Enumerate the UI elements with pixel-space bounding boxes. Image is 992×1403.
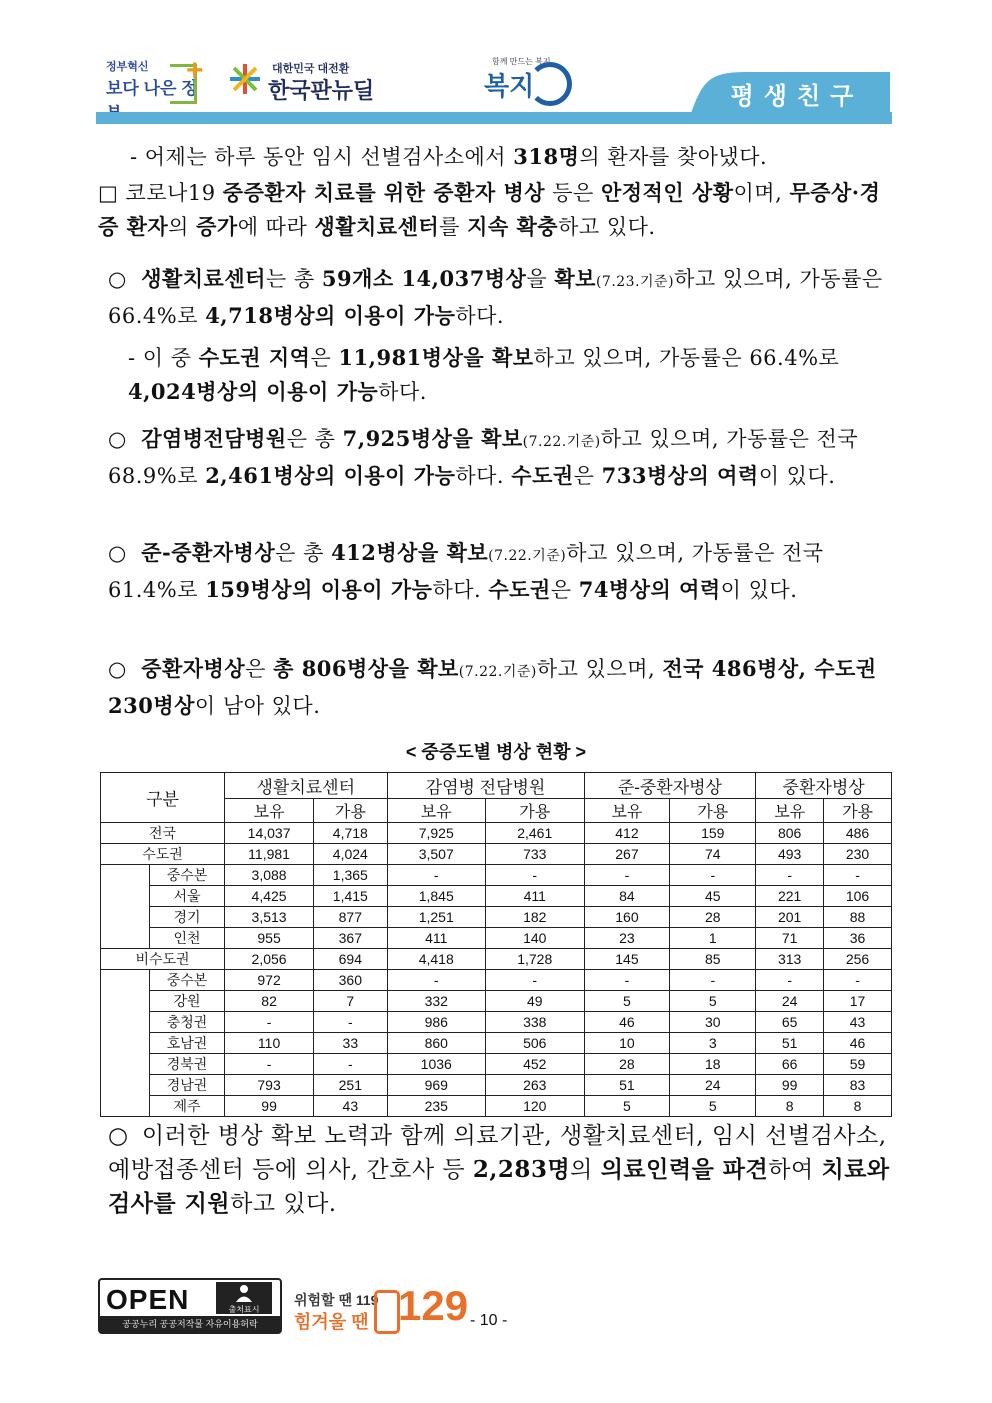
table-cell: 43 xyxy=(824,1012,892,1033)
indent-cell xyxy=(101,1096,150,1117)
table-cell: - xyxy=(387,970,486,991)
table-cell: 45 xyxy=(670,886,756,907)
table-row xyxy=(101,1033,892,1054)
group-header: 준-중환자병상 xyxy=(584,773,756,799)
row-label: 인천 xyxy=(150,928,225,949)
table-row xyxy=(101,907,892,928)
table-cell: 506 xyxy=(486,1033,585,1054)
table-cell: 14,037 xyxy=(225,823,314,844)
table-cell: 51 xyxy=(584,1075,670,1096)
table-cell: 140 xyxy=(486,928,585,949)
table-cell: 24 xyxy=(756,991,824,1012)
box-paragraph: □ 코로나19 중증환자 치료를 위한 중환자 병상 등은 안정적인 상황이며, 무증상·경증 환자의 증가에 따라 생활치료센터를 지속 확충하고 있다. xyxy=(98,180,881,239)
hotline-line1: 위험할 땐 119 xyxy=(294,1292,379,1308)
table-cell: 46 xyxy=(584,1012,670,1033)
table-cell: 74 xyxy=(670,844,756,865)
page-number: - 10 - xyxy=(470,1312,508,1329)
table-cell: - xyxy=(225,1054,314,1075)
circle-bullet-icon: ○ xyxy=(108,1123,129,1149)
table-cell: 71 xyxy=(756,928,824,949)
hotline-line2: 힘겨울 땐 xyxy=(294,1312,369,1332)
table-cell: 493 xyxy=(756,844,824,865)
table-cell: - xyxy=(584,865,670,886)
table-cell: 263 xyxy=(486,1075,585,1096)
row-label: 충청권 xyxy=(150,1012,225,1033)
row-label: 경남권 xyxy=(150,1075,225,1096)
sub-header: 가용 xyxy=(314,799,387,823)
table-cell: 955 xyxy=(225,928,314,949)
table-cell: 120 xyxy=(486,1096,585,1117)
circle-bullet-icon: ○ xyxy=(108,427,127,451)
sub-header: 가용 xyxy=(670,799,756,823)
group-header: 감염병 전담병원 xyxy=(387,773,584,799)
table-cell: 452 xyxy=(486,1054,585,1075)
bullet-item-2: ○ 감염병전담병원은 총 7,925병상을 확보(7.22.기준)하고 있으며, 가동률은 전국 68.9%로 2,461병상의 이용이 가능하다. 수도권은 733병상의 여력이 있다. xyxy=(108,422,898,493)
table-cell: 332 xyxy=(387,991,486,1012)
bullet-item-5: ○ 이러한 병상 확보 노력과 함께 의료기관, 생활치료센터, 임시 선별검사소, 예방접종센터 등에 의사, 간호사 등 2,283명의 의료인력을 파견하여 치료와 검사를 지원하고 있다. xyxy=(108,1120,898,1221)
table-cell: 986 xyxy=(387,1012,486,1033)
circle-bullet-icon: ○ xyxy=(108,541,127,565)
table-row xyxy=(101,970,892,991)
bullet-item-1-sub: - 이 중 수도권 지역은 11,981병상을 확보하고 있으며, 가동률은 66.4%로 4,024병상의 이용이 가능하다. xyxy=(128,345,840,404)
table-cell: 267 xyxy=(584,844,670,865)
row-label: 수도권 xyxy=(101,844,225,865)
table-cell: 5 xyxy=(670,991,756,1012)
group-header: 중환자병상 xyxy=(756,773,892,799)
table-cell: 411 xyxy=(486,886,585,907)
table-title: < 중증도별 병상 현황 > xyxy=(405,742,587,762)
table-cell: 36 xyxy=(824,928,892,949)
table-cell: 17 xyxy=(824,991,892,1012)
circle-bullet-icon: ○ xyxy=(108,657,127,681)
table-cell: 1036 xyxy=(387,1054,486,1075)
sub-header: 가용 xyxy=(824,799,892,823)
table-cell: 85 xyxy=(670,949,756,970)
dash-line-1: - 어제는 하루 동안 임시 선별검사소에서 318명의 환자를 찾아냈다. xyxy=(130,144,768,169)
table-cell: 59 xyxy=(824,1054,892,1075)
table-cell: 24 xyxy=(670,1075,756,1096)
sub-header: 보유 xyxy=(387,799,486,823)
header-bar xyxy=(96,112,892,124)
indent-cell xyxy=(101,907,150,928)
korean-new-deal-logo xyxy=(228,60,378,104)
table-cell: 256 xyxy=(824,949,892,970)
table-cell: 106 xyxy=(824,886,892,907)
table-row xyxy=(101,928,892,949)
indent-cell xyxy=(101,991,150,1012)
table-cell: 3,513 xyxy=(225,907,314,928)
table-row xyxy=(101,844,892,865)
table-body xyxy=(101,823,892,1117)
table-cell: 412 xyxy=(584,823,670,844)
table-cell: 82 xyxy=(225,991,314,1012)
table-cell: 2,461 xyxy=(486,823,585,844)
logo2-line1: 대한민국 대전환 xyxy=(272,63,350,75)
table-cell: 793 xyxy=(225,1075,314,1096)
table-cell: - xyxy=(756,865,824,886)
table-corner-header: 구분 xyxy=(101,773,225,823)
table-cell: 313 xyxy=(756,949,824,970)
table-cell: 694 xyxy=(314,949,387,970)
phone-icon xyxy=(374,1290,400,1334)
table-header-row xyxy=(101,773,892,799)
table-cell: 201 xyxy=(756,907,824,928)
table-cell: 4,425 xyxy=(225,886,314,907)
person-icon xyxy=(234,1284,254,1302)
table-cell: 7 xyxy=(314,991,387,1012)
table-cell: 1,845 xyxy=(387,886,486,907)
indent-cell xyxy=(101,1075,150,1096)
row-label: 중수본 xyxy=(150,865,225,886)
table-cell: 160 xyxy=(584,907,670,928)
table-row xyxy=(101,823,892,844)
sub-header: 보유 xyxy=(225,799,314,823)
row-label: 강원 xyxy=(150,991,225,1012)
bed-status-table xyxy=(100,772,892,1117)
table-cell: 49 xyxy=(486,991,585,1012)
table-cell: - xyxy=(824,970,892,991)
table-cell: - xyxy=(486,970,585,991)
table-cell: 4,418 xyxy=(387,949,486,970)
table-row xyxy=(101,1012,892,1033)
table-row xyxy=(101,865,892,886)
table-cell: 360 xyxy=(314,970,387,991)
table-cell: 411 xyxy=(387,928,486,949)
table-cell: 4,718 xyxy=(314,823,387,844)
table-cell: - xyxy=(314,1012,387,1033)
table-cell: - xyxy=(387,865,486,886)
table-cell: 5 xyxy=(584,1096,670,1117)
square-bullet-icon: □ xyxy=(98,181,119,205)
table-cell: 7,925 xyxy=(387,823,486,844)
table-row xyxy=(101,1075,892,1096)
table-cell: 3 xyxy=(670,1033,756,1054)
table-cell: 66 xyxy=(756,1054,824,1075)
indent-cell xyxy=(101,1012,150,1033)
table-cell: - xyxy=(314,1054,387,1075)
hotline-129-logo xyxy=(294,1276,484,1332)
indent-cell xyxy=(101,1033,150,1054)
table-cell: 969 xyxy=(387,1075,486,1096)
table-cell: 1,728 xyxy=(486,949,585,970)
welfare-ring-icon xyxy=(528,62,572,106)
group-header: 생활치료센터 xyxy=(225,773,388,799)
table-cell: 10 xyxy=(584,1033,670,1054)
sub-header: 보유 xyxy=(584,799,670,823)
open-word: OPEN xyxy=(106,1284,190,1315)
indent-cell xyxy=(101,865,150,886)
table-cell: 8 xyxy=(824,1096,892,1117)
table-cell: 11,981 xyxy=(225,844,314,865)
row-label: 경북권 xyxy=(150,1054,225,1075)
logo3-line1: 함께 만드는 복지 xyxy=(492,57,551,66)
table-cell: 18 xyxy=(670,1054,756,1075)
table-cell: 159 xyxy=(670,823,756,844)
table-cell: 235 xyxy=(387,1096,486,1117)
table-cell: 4,024 xyxy=(314,844,387,865)
table-cell: 221 xyxy=(756,886,824,907)
table-cell: 338 xyxy=(486,1012,585,1033)
table-cell: 99 xyxy=(756,1075,824,1096)
table-row xyxy=(101,949,892,970)
row-label: 서울 xyxy=(150,886,225,907)
table-cell: 8 xyxy=(756,1096,824,1117)
table-cell: 1,415 xyxy=(314,886,387,907)
table-cell: - xyxy=(584,970,670,991)
sub-header: 보유 xyxy=(756,799,824,823)
indent-cell xyxy=(101,928,150,949)
table-cell: 99 xyxy=(225,1096,314,1117)
logo3-line2: 복지 xyxy=(484,71,535,101)
welfare-logo xyxy=(478,56,578,106)
table-cell: 145 xyxy=(584,949,670,970)
table-row xyxy=(101,1054,892,1075)
table-cell: - xyxy=(225,1012,314,1033)
bullet-item-1: ○ 생활치료센터는 총 59개소 14,037병상을 확보(7.23.기준)하고 있으며, 가동률은 66.4%로 4,718병상의 이용이 가능하다. xyxy=(108,262,898,333)
table-cell: 1,251 xyxy=(387,907,486,928)
gov-innovation-logo xyxy=(106,54,204,106)
row-label: 호남권 xyxy=(150,1033,225,1054)
table-cell: 23 xyxy=(584,928,670,949)
table-cell: 33 xyxy=(314,1033,387,1054)
table-cell: 43 xyxy=(314,1096,387,1117)
table-cell: 1 xyxy=(670,928,756,949)
table-cell: 30 xyxy=(670,1012,756,1033)
header-tab-label: 평생친구 xyxy=(730,83,864,110)
row-label: 중수본 xyxy=(150,970,225,991)
attribution-badge: 출처표시 xyxy=(216,1282,272,1314)
table-cell: 1,365 xyxy=(314,865,387,886)
table-cell: 2,056 xyxy=(225,949,314,970)
open-caption: 공공누리 공공저작물 자유이용허락 xyxy=(100,1316,280,1332)
table-row xyxy=(101,1096,892,1117)
table-cell: - xyxy=(824,865,892,886)
indent-cell xyxy=(101,970,150,991)
table-cell: - xyxy=(486,865,585,886)
table-cell: 3,088 xyxy=(225,865,314,886)
table-cell: 877 xyxy=(314,907,387,928)
row-label: 비수도권 xyxy=(101,949,225,970)
hotline-number: 129 xyxy=(398,1282,469,1329)
table-cell: 230 xyxy=(824,844,892,865)
table-cell: 972 xyxy=(225,970,314,991)
table-cell: 46 xyxy=(824,1033,892,1054)
table-row xyxy=(101,886,892,907)
table-cell: 806 xyxy=(756,823,824,844)
table-cell: 367 xyxy=(314,928,387,949)
bullet-item-4: ○ 중환자병상은 총 806병상을 확보(7.22.기준)하고 있으며, 전국 486병상, 수도권 230병상이 남아 있다. xyxy=(108,652,898,723)
table-cell: 28 xyxy=(670,907,756,928)
table-row xyxy=(101,991,892,1012)
logo1-line2: 보다 나은 정 xyxy=(106,79,198,98)
table-cell: 733 xyxy=(486,844,585,865)
table-cell: 88 xyxy=(824,907,892,928)
logo1-line1: 정부혁신 xyxy=(106,61,149,73)
table-cell: - xyxy=(670,865,756,886)
row-label: 경기 xyxy=(150,907,225,928)
bullet-item-3: ○ 준-중환자병상은 총 412병상을 확보(7.22.기준)하고 있으며, 가동률은 전국 61.4%로 159병상의 이용이 가능하다. 수도권은 74병상의 여력이 있다. xyxy=(108,536,898,607)
row-label: 제주 xyxy=(150,1096,225,1117)
indent-cell xyxy=(101,1054,150,1075)
logo2-line2: 한국판뉴딜 xyxy=(268,78,375,103)
table-cell: 65 xyxy=(756,1012,824,1033)
kogl-open-logo xyxy=(98,1278,282,1334)
sub-header: 가용 xyxy=(486,799,585,823)
table-cell: - xyxy=(756,970,824,991)
table-cell: 83 xyxy=(824,1075,892,1096)
table-cell: - xyxy=(670,970,756,991)
table-cell: 860 xyxy=(387,1033,486,1054)
row-label: 전국 xyxy=(101,823,225,844)
table-cell: 182 xyxy=(486,907,585,928)
table-cell: 486 xyxy=(824,823,892,844)
new-deal-star-icon xyxy=(228,62,262,96)
table-cell: 84 xyxy=(584,886,670,907)
indent-cell xyxy=(101,886,150,907)
table-cell: 3,507 xyxy=(387,844,486,865)
table-cell: 5 xyxy=(670,1096,756,1117)
table-cell: 251 xyxy=(314,1075,387,1096)
table-cell: 28 xyxy=(584,1054,670,1075)
plus-icon: + xyxy=(186,54,204,87)
table-cell: 5 xyxy=(584,991,670,1012)
table-cell: 51 xyxy=(756,1033,824,1054)
table-cell: 110 xyxy=(225,1033,314,1054)
circle-bullet-icon: ○ xyxy=(108,267,127,291)
